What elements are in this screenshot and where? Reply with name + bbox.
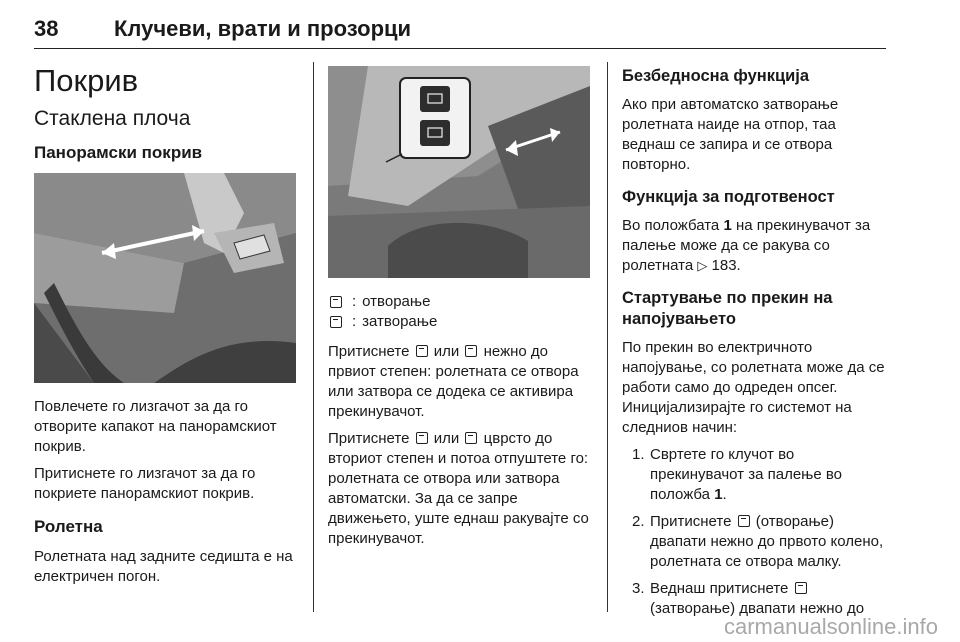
column-divider — [607, 62, 608, 612]
sunblind-switch-illustration — [328, 66, 590, 278]
key-close-label: затворање — [362, 313, 438, 330]
section-title: Покрив — [34, 63, 139, 98]
subsection-title: Стаклена плоча — [34, 107, 191, 130]
list-item: 2. Притиснете (отворање) двапати нежно до првото колено, ролетната се отвора малку. — [632, 513, 884, 570]
list-item: 3. Веднаш притиснете (затворање) двапати нежно до — [632, 580, 865, 617]
page-reference-icon: ▷ — [697, 258, 708, 273]
paragraph: Во положбата 1 на прекинувачот за палење може да се ракува со ролетната ▷ 183. — [622, 217, 871, 274]
key-open: : отворање — [328, 292, 590, 312]
heading-safety-function: Безбедносна функција — [622, 67, 810, 85]
close-switch-icon — [330, 316, 342, 328]
column-divider — [313, 62, 314, 612]
column-2 — [328, 66, 590, 556]
panoramic-roof-illustration — [34, 173, 296, 383]
close-switch-icon — [795, 582, 807, 594]
paragraph: Притиснете го лизгачот за да го покриете панорамскиот покрив. — [34, 465, 256, 502]
running-title: Клучеви, врати и прозорци — [114, 16, 412, 41]
page-number: 38 — [34, 16, 59, 41]
open-switch-icon — [416, 345, 428, 357]
page-header — [34, 8, 886, 49]
close-switch-icon — [465, 432, 477, 444]
paragraph: По прекин во електричното напојување, со ролетната може да се работи само до одреден опсег. Иницијализирајте го системот на следниов начин: — [622, 339, 885, 436]
heading-power-interruption: Стартување по прекин на напојувањето — [622, 289, 833, 328]
column-1 — [34, 60, 296, 594]
paragraph: Притиснете или цврсто до вториот степен и потоа отпуштете го: ролетната се отвора или затвора автоматски. За да се запре движењето, уште еднаш ракувајте со прекинувачот. — [328, 430, 589, 547]
open-switch-icon — [330, 296, 342, 308]
list-item: 1. Свртете го клучот во прекинувачот за палење во положба 1. — [632, 446, 842, 503]
open-switch-icon — [416, 432, 428, 444]
close-switch-icon — [465, 345, 477, 357]
paragraph: Повлечете го лизгачот за да го отворите капакот на панорамскиот покрив. — [34, 398, 277, 455]
heading-sunblind: Ролетна — [34, 517, 103, 536]
steps-list — [622, 445, 888, 619]
key-close: : затворање — [328, 312, 590, 332]
heading-panoramic-roof: Панорамски покрив — [34, 143, 203, 162]
paragraph: Притиснете или нежно до првиот степен: ролетната се отвора или затвора се додека се активира прекинувачот. — [328, 343, 579, 420]
key-open-label: отворање — [362, 293, 431, 310]
watermark: carmanualsonline.info — [723, 614, 938, 639]
heading-standby-function: Функција за подготвеност — [622, 188, 835, 206]
column-3 — [622, 66, 888, 626]
paragraph: Ролетната над задните седишта е на електричен погон. — [34, 548, 293, 585]
open-switch-icon — [738, 515, 750, 527]
paragraph: Ако при автоматско затворање ролетната наиде на отпор, таа веднаш се запира и се отвора повторно. — [622, 96, 839, 173]
